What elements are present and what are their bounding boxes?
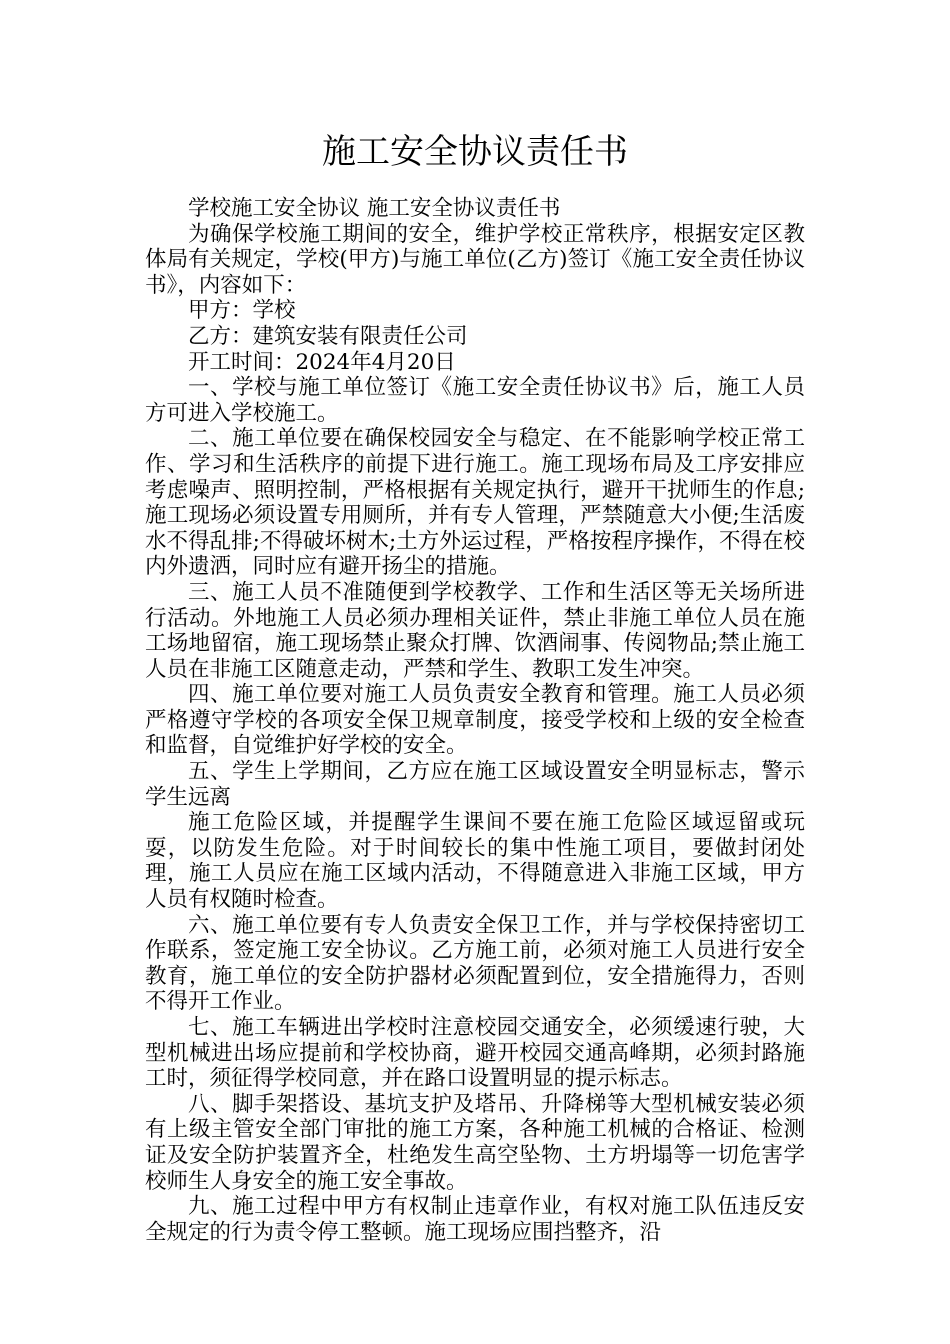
paragraph-party-b: 乙方：建筑安装有限责任公司 [188, 323, 468, 349]
paragraph-clause-4: 四、施工单位要对施工人员负责安全教育和管理。施工人员必须严格遵守学校的各项安全保卫规章制度，接受学校和上级的安全检查和监督，自觉维护好学校的安全。 [145, 682, 805, 759]
paragraph-clause-5-continued: 施工危险区域，并提醒学生课间不要在施工危险区域逗留或玩耍，以防发生危险。对于时间较长的集中性施工项目，要做封闭处理，施工人员应在施工区域内活动，不得随意进入非施工区域，甲方人员有权随时检查。 [145, 810, 805, 913]
paragraph-clause-5: 五、学生上学期间，乙方应在施工区域设置安全明显标志，警示学生远离 [145, 759, 805, 810]
paragraph-clause-2: 二、施工单位要在确保校园安全与稳定、在不能影响学校正常工作、学习和生活秩序的前提下进行施工。施工现场布局及工序安排应考虑噪声、照明控制，严格根据有关规定执行，避开干扰师生的作息;施工现场必须设置专用厕所，并有专人管理，严禁随意大小便;生活废水不得乱排;不得破坏树木;土方外运过程，严格按程序操作，不得在校内外遗洒，同时应有避开扬尘的措施。 [145, 426, 805, 580]
paragraph-start-date: 开工时间：2024年4月20日 [188, 349, 456, 375]
document-page [145, 128, 805, 1245]
paragraph-clause-6: 六、施工单位要有专人负责安全保卫工作，并与学校保持密切工作联系，签定施工安全协议。乙方施工前，必须对施工人员进行安全教育，施工单位的安全防护器材必须配置到位，安全措施得力，否则不得开工作业。 [145, 912, 805, 1015]
paragraph-clause-9: 九、施工过程中甲方有权制止违章作业，有权对施工队伍违反安全规定的行为责令停工整顿。施工现场应围挡整齐，沿 [145, 1194, 805, 1245]
paragraph-clause-8: 八、脚手架搭设、基坑支护及塔吊、升降梯等大型机械安装必须有上级主管安全部门审批的施工方案，各种施工机械的合格证、检测证及安全防护装置齐全，杜绝发生高空坠物、土方坍塌等一切危害学校师生人身安全的施工安全事故。 [145, 1091, 805, 1194]
paragraph-clause-7: 七、施工车辆进出学校时注意校园交通安全，必须缓速行驶，大型机械进出场应提前和学校协商，避开校园交通高峰期，必须封路施工时，须征得学校同意，并在路口设置明显的提示标志。 [145, 1015, 805, 1092]
paragraph-intro: 为确保学校施工期间的安全，维护学校正常秩序，根据安定区教体局有关规定，学校(甲方)与施工单位(乙方)签订《施工安全责任协议书》，内容如下： [145, 221, 805, 298]
paragraph-clause-1: 一、学校与施工单位签订《施工安全责任协议书》后，施工人员方可进入学校施工。 [145, 375, 805, 426]
document-title: 施工安全协议责任书 [322, 132, 628, 172]
paragraph-subtitle: 学校施工安全协议 施工安全协议责任书 [188, 196, 561, 221]
paragraph-clause-3: 三、施工人员不准随便到学校教学、工作和生活区等无关场所进行活动。外地施工人员必须办理相关证件，禁止非施工单位人员在施工场地留宿，施工现场禁止聚众打牌、饮酒闹事、传阅物品;禁止施工人员在非施工区随意走动，严禁和学生、教职工发生冲突。 [145, 579, 805, 682]
paragraph-party-a: 甲方：学校 [188, 298, 296, 324]
document-body [145, 196, 805, 1245]
